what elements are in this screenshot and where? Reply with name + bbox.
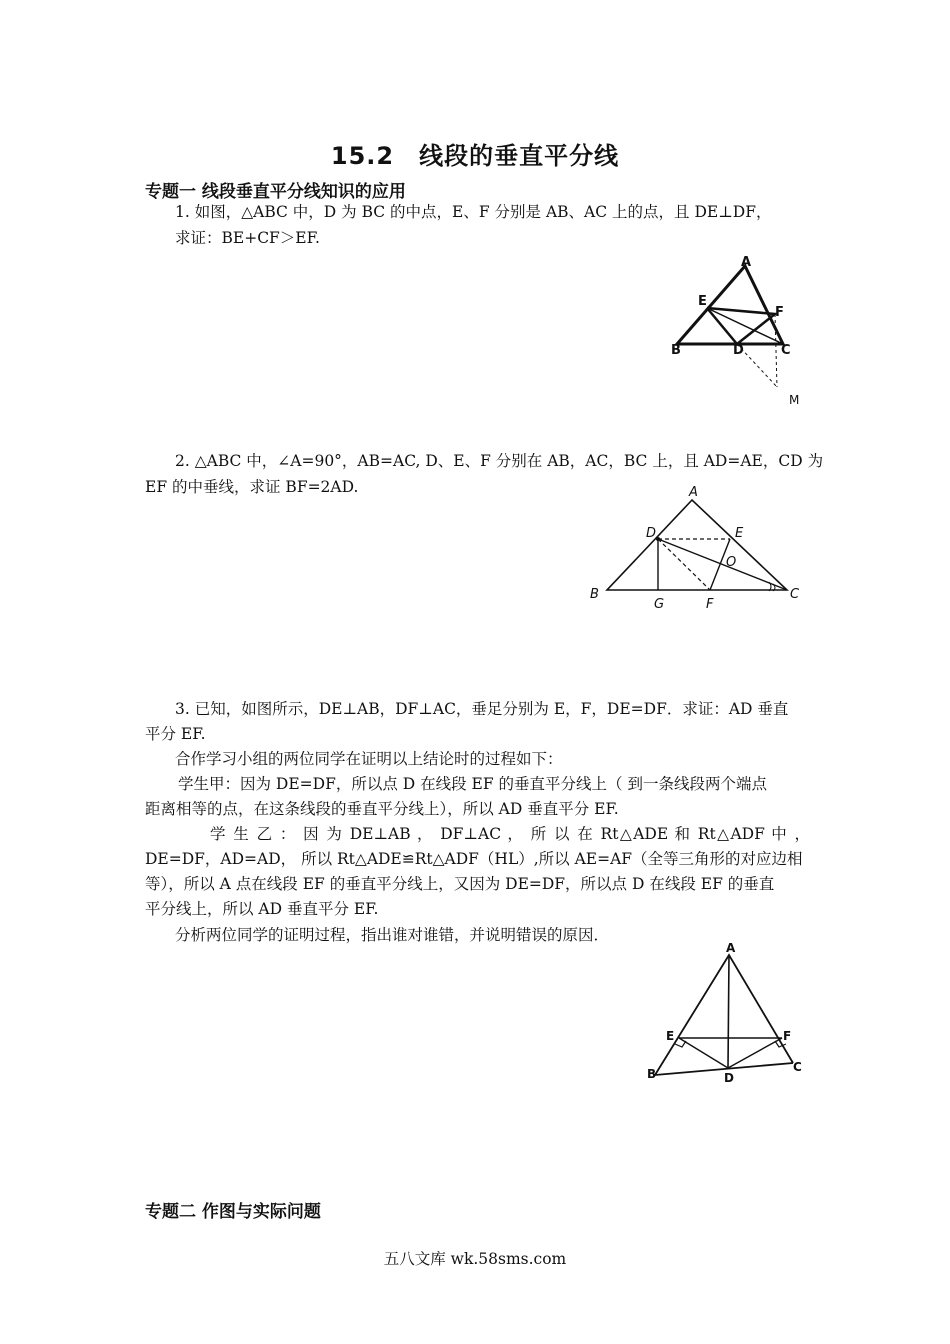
figure-1-label-d: D (733, 343, 744, 358)
figure-2-segment-dc (658, 539, 787, 590)
figure-2-label-c: C (790, 587, 800, 602)
problem-3-line-3: 合作学习小组的两位同学在证明以上结论时的过程如下： (175, 750, 563, 768)
figure-1-label-f: F (775, 305, 784, 320)
figure-1-label-m: M (789, 393, 800, 407)
problem-1-line-1: 1. 如图，△ABC 中，D 为 BC 的中点，E、F 分别是 AB、AC 上的点，且 DE⊥DF， (175, 203, 772, 221)
figure-2-triangle-abc (607, 500, 787, 590)
problem-1-line-2: 求证：BE+CF＞EF. (175, 229, 320, 247)
figure-1-label-b: B (671, 343, 681, 358)
figure-1-label-a: A (741, 255, 752, 270)
figure-3-label-b: B (647, 1067, 657, 1081)
figure-3-segment-ad (728, 955, 729, 1068)
figure-2-point-d (656, 537, 660, 541)
problem-2-line-2: EF 的中垂线，求证 BF=2AD. (145, 478, 359, 496)
figure-3-segment-fd (728, 1038, 782, 1068)
problem-3-line-2: 平分 EF. (145, 725, 206, 743)
figure-1 (665, 250, 825, 420)
figure-3-label-d: D (724, 1071, 734, 1085)
figure-3-segment-ed (679, 1038, 728, 1068)
figure-1-triangle-abc (677, 266, 783, 344)
problem-3-line-5: 距离相等的点，在这条线段的垂直平分线上），所以 AD 垂直平分 EF. (145, 800, 619, 818)
figure-3 (640, 940, 820, 1090)
figure-3-label-a: A (726, 941, 736, 955)
problem-3-line-7: DE=DF，AD=AD， 所以 Rt△ADE≌Rt△ADF（HL）,所以 AE=AF（全等三角形的对应边相 (145, 850, 803, 868)
figure-2-label-d: D (646, 526, 657, 541)
figure-2-label-f: F (706, 597, 714, 612)
figure-2 (580, 480, 820, 620)
problem-3-line-10: 分析两位同学的证明过程，指出谁对谁错，并说明错误的原因． (175, 926, 610, 944)
problem-3-line-1: 3. 已知，如图所示，DE⊥AB，DF⊥AC，垂足分别为 E，F，DE=DF．求证：AD 垂直 (175, 700, 789, 718)
figure-1-label-c: C (781, 343, 791, 358)
problem-3-line-9: 平分线上，所以 AD 垂直平分 EF. (145, 900, 379, 918)
figure-3-label-e: E (666, 1029, 675, 1043)
figure-2-label-e: E (735, 526, 744, 541)
figure-3-sides-ab-ac (655, 955, 793, 1075)
figure-1-label-e: E (698, 294, 707, 309)
figure-2-label-b: B (590, 587, 599, 602)
problem-3-line-4: 学生甲：因为 DE=DF，所以点 D 在线段 EF 的垂直平分线上（ 到一条线段两个端点 (178, 775, 767, 793)
figure-2-label-o: O (726, 555, 737, 570)
figure-3-label-c: C (793, 1060, 802, 1074)
section-heading-2: 专题二 作图与实际问题 (145, 1202, 321, 1222)
problem-3-line-6: 学 生 乙 ： 因 为 DE⊥AB ， DF⊥AC ， 所 以 在 Rt△ADE 和 Rt△ADF 中 ， (210, 825, 810, 843)
page-title: 15.2 线段的垂直平分线 (330, 142, 620, 170)
problem-2-line-1: 2. △ABC 中，∠A=90°，AB=AC, D、E、F 分别在 AB，AC，BC 上，且 AD=AE，CD 为 (175, 452, 824, 470)
figure-2-label-a: A (689, 485, 698, 500)
section-heading-1: 专题一 线段垂直平分线知识的应用 (145, 182, 406, 202)
problem-3-line-8: 等），所以 A 点在线段 EF 的垂直平分线上，又因为 DE=DF，所以点 D 在线段 EF 的垂直 (145, 875, 775, 893)
figure-2-dashed-df (658, 539, 710, 590)
footer-watermark: 五八文库 wk.58sms.com (383, 1250, 567, 1268)
figure-3-label-f: F (783, 1029, 792, 1043)
figure-2-label-g: G (654, 597, 665, 612)
